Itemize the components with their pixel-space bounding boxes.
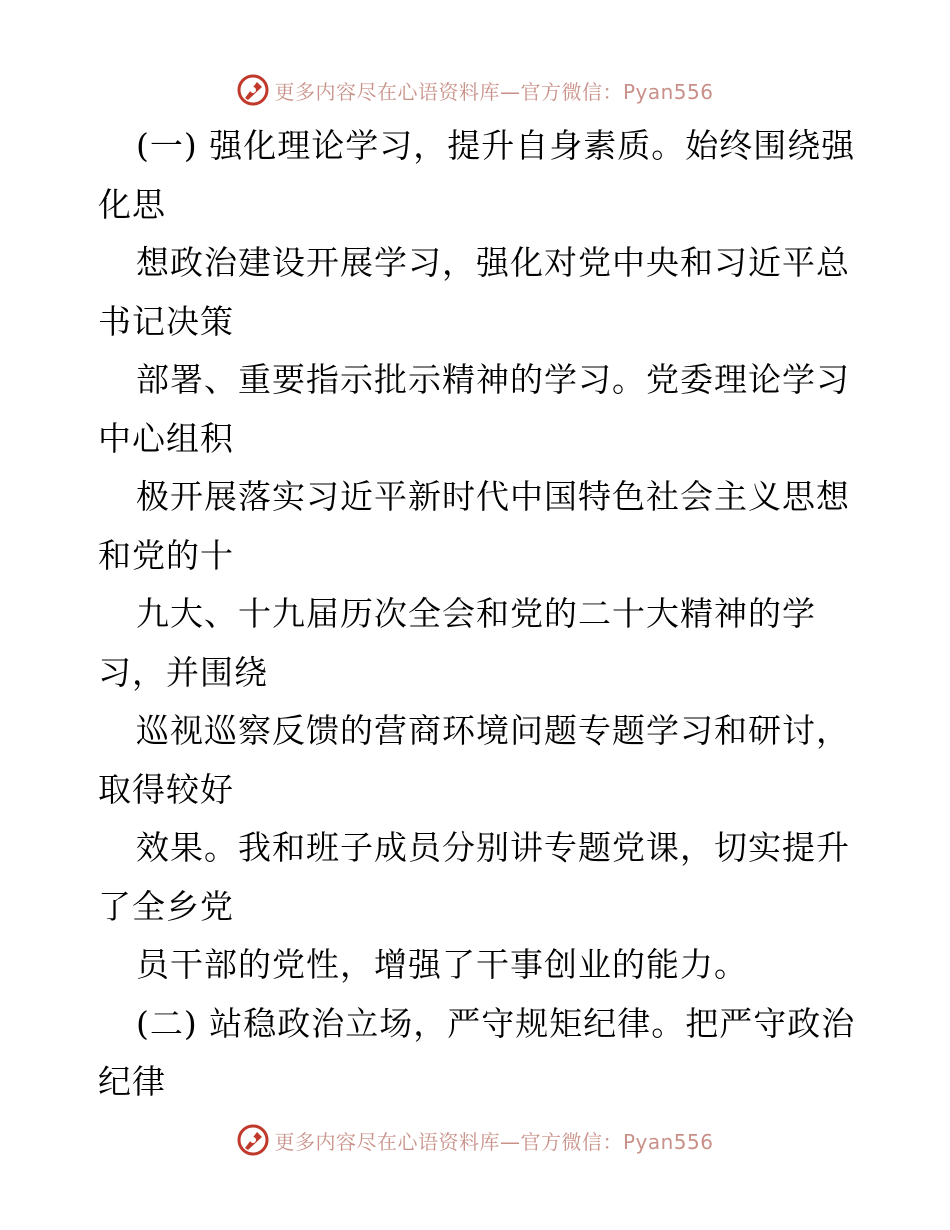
text-line: 书记决策 <box>98 301 234 341</box>
watermark-text: 更多内容尽在心语资料库—官方微信：Pyan556 <box>274 1129 714 1154</box>
header-watermark <box>0 70 950 110</box>
document-body <box>98 117 868 1112</box>
text-line: 取得较好 <box>98 769 234 809</box>
text-line: 了全乡党 <box>98 886 234 926</box>
text-line: 纪律 <box>98 1062 166 1101</box>
pen-nib-logo-icon <box>236 73 270 107</box>
text-line: 员干部的党性，增强了干事创业的能力。 <box>136 945 748 984</box>
footer-watermark <box>0 1120 950 1160</box>
text-line: 化思 <box>98 184 166 224</box>
text-line: (一) 强化理论学习，提升自身素质。始终围绕强 <box>136 126 856 165</box>
watermark-text: 更多内容尽在心语资料库—官方微信：Pyan556 <box>274 79 714 104</box>
text-line: 效果。我和班子成员分别讲专题党课，切实提升 <box>136 828 850 867</box>
text-line: 九大、十九届历次全会和党的二十大精神的学 <box>136 594 816 633</box>
text-line: 巡视巡察反馈的营商环境问题专题学习和研讨， <box>136 711 850 750</box>
text-line: 和党的十 <box>98 535 234 575</box>
text-line: 中心组积 <box>98 418 234 458</box>
text-line: 习，并围绕 <box>98 652 268 692</box>
text-line: 极开展落实习近平新时代中国特色社会主义思想 <box>136 477 850 516</box>
pen-nib-logo-icon <box>236 1123 270 1157</box>
text-line: 想政治建设开展学习，强化对党中央和习近平总 <box>136 243 850 282</box>
text-line: 部署、重要指示批示精神的学习。党委理论学习 <box>136 360 850 399</box>
text-line: (二) 站稳政治立场，严守规矩纪律。把严守政治 <box>136 1003 856 1043</box>
